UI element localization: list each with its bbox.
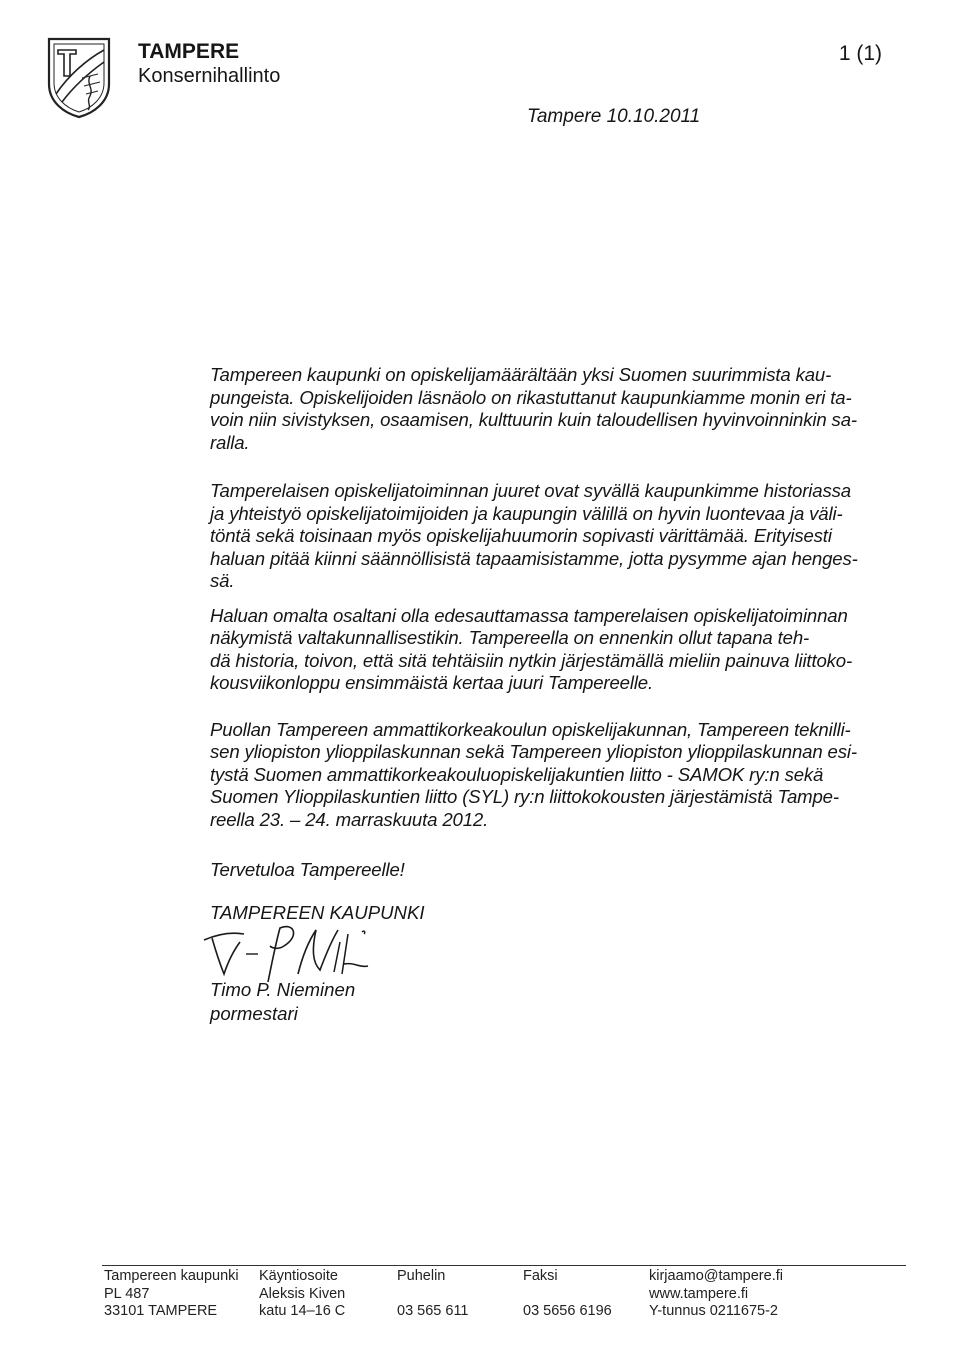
footer-visiting-address-column bbox=[259, 1268, 345, 1321]
paragraph-5: Tervetuloa Tampereelle! bbox=[210, 859, 405, 880]
organization-department: Konsernihallinto bbox=[138, 65, 281, 87]
footer-divider bbox=[102, 1265, 906, 1266]
footer-line: katu 14–16 C bbox=[259, 1303, 346, 1319]
footer-line: 33101 TAMPERE bbox=[104, 1303, 218, 1319]
letter-body bbox=[210, 364, 900, 924]
footer-line: Aleksis Kiven bbox=[259, 1285, 346, 1302]
footer-email: kirjaamo@tampere.fi bbox=[649, 1268, 783, 1284]
signer-name: Timo P. Nieminen bbox=[210, 979, 356, 1000]
footer-phone-column bbox=[397, 1268, 469, 1321]
paragraph-4: Puollan Tampereen ammattikorkeakoulun opiskelijakunnan, Tampereen teknilli- sen yliopiston ylioppilaskunnan sekä Tampereen yliopiston ylioppilaskunnan esi- tystä Suomen ammattikorkeakouluopiskelijakuntien liitto - SAMOK ry:n sekä Suomen Ylioppilaskuntien liitto (SYL) ry:n liittokokousten järjestämistä Tampe- reella 23. – 24. marraskuuta 2012. bbox=[210, 718, 857, 830]
footer-fax-column bbox=[523, 1268, 612, 1321]
footer-line: Tampereen kaupunki bbox=[104, 1268, 239, 1284]
footer-line: 03 565 611 bbox=[397, 1303, 469, 1319]
organization-block bbox=[138, 40, 280, 88]
footer-line bbox=[523, 1286, 612, 1304]
signer-title: pormestari bbox=[210, 1003, 298, 1024]
footer-line bbox=[397, 1286, 469, 1304]
paragraph-1: Tampereen kaupunki on opiskelijamäärältään yksi Suomen suurimmista kau- pungeista. Opiskelijoiden läsnäolo on rikastuttanut kaupunkiamme monin eri ta- voin niin sivistyksen, osaamisen, kulttuurin kuin taloudellisen hyvinvoinninkin sa- ralla. bbox=[210, 364, 857, 453]
paragraph-3: Haluan omalta osaltani olla edesauttamassa tamperelaisen opiskelijatoiminnan näkymistä valtakunnallisestikin. Tampereella on ennenkin ollut tapana teh- dä historia, toivon, että sitä tehtäisiin nytkin järjestämällä mieliin painuva liittoko- kousviikonloppu ensimmäistä kertaa juuri Tampereelle. bbox=[210, 604, 853, 693]
footer-line: 03 5656 6196 bbox=[523, 1303, 612, 1319]
signer-block bbox=[210, 978, 355, 1026]
paragraph-2: Tamperelaisen opiskelijatoiminnan juuret ovat syvällä kaupunkimme historiassa ja yhteistyö opiskelijatoimijoiden ja kaupungin välillä on hyvin luontevaa ja väli- töntä sekä toisinaan myös opiskelijahuumorin sopivasti värittämää. Erityisesti haluan pitää kiinni säännöllisistä tapaamisistamme, jotta pysymme ajan henges- sä. bbox=[210, 480, 858, 591]
organization-name: TAMPERE bbox=[138, 40, 240, 63]
footer-address-column bbox=[104, 1268, 239, 1321]
footer-line: Puhelin bbox=[397, 1268, 446, 1284]
tampere-coat-of-arms-icon bbox=[46, 36, 112, 120]
page-number: 1 (1) bbox=[838, 42, 882, 65]
footer-line: PL 487 bbox=[104, 1285, 150, 1302]
footer-business-id: Y-tunnus 0211675-2 bbox=[649, 1303, 778, 1319]
closing-organization: TAMPEREEN KAUPUNKI bbox=[210, 901, 425, 923]
footer-line: Käyntiosoite bbox=[259, 1268, 338, 1284]
footer-contact-column bbox=[649, 1268, 783, 1321]
footer-website: www.tampere.fi bbox=[649, 1285, 749, 1302]
letter-date: Tampere 10.10.2011 bbox=[527, 106, 701, 127]
footer-line: Faksi bbox=[523, 1268, 558, 1284]
